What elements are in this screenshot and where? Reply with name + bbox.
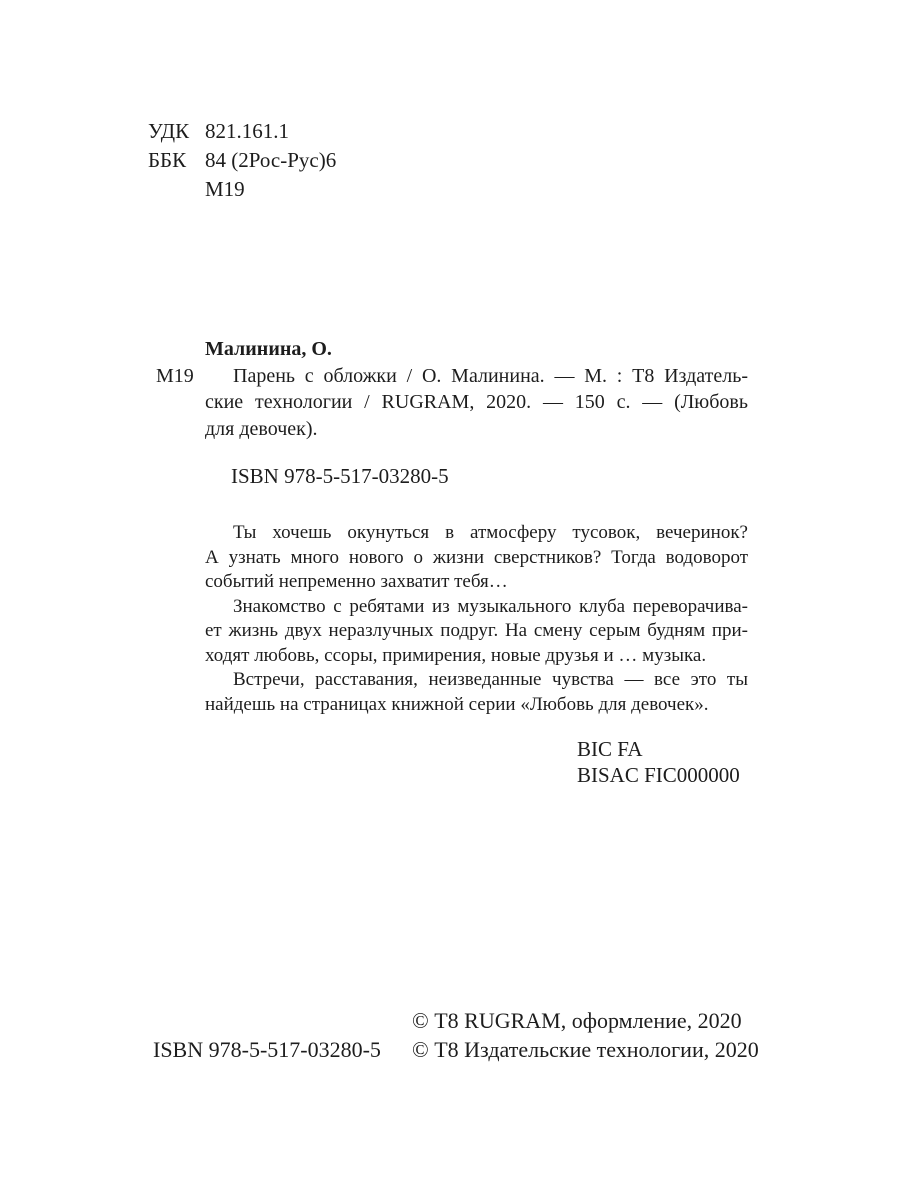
bic-code: BIC FA bbox=[577, 737, 643, 761]
annotation-p2-line-1: Знакомство с ребятами из музыкального клуба переворачива- bbox=[233, 595, 748, 617]
catalog-entry-line-1-wrap bbox=[156, 363, 748, 390]
bbk-value: 84 (2Рос-Рус)6 bbox=[205, 148, 337, 172]
catalog-entry-code: М19 bbox=[156, 364, 194, 387]
udk-label: УДК bbox=[148, 119, 190, 143]
catalog-entry-line-2: ские технологии / RUGRAM, 2020. — 150 с. — (Любовь bbox=[205, 391, 748, 413]
catalog-entry-line-3: для девочек). bbox=[205, 417, 318, 440]
bisac-code: BISAC FIC000000 bbox=[577, 762, 740, 787]
annotation-block bbox=[205, 521, 748, 717]
author-name: Малинина, О. bbox=[205, 338, 332, 360]
bbk-label: ББК bbox=[148, 148, 187, 172]
annotation-p1-line-3: событий непременно захватит тебя… bbox=[205, 571, 508, 592]
bbk-row bbox=[148, 146, 336, 175]
author-sign-row bbox=[148, 175, 336, 204]
classification-block bbox=[148, 117, 336, 204]
annotation-p1-line-1: Ты хочешь окунуться в атмосферу тусовок, вечеринок? bbox=[233, 522, 748, 543]
udk-row bbox=[148, 117, 336, 146]
annotation-p2-line-2: ет жизнь двух неразлучных подруг. На смену серым будням при- bbox=[205, 620, 748, 641]
annotation-p3-line-2: найдешь на страницах книжной серии «Любовь для девочек». bbox=[205, 693, 709, 715]
author-sign-code: М19 bbox=[205, 177, 245, 201]
subject-codes-block bbox=[577, 737, 740, 788]
isbn-statement: ISBN 978-5-517-03280-5 bbox=[231, 464, 449, 488]
imprint-block bbox=[0, 1006, 900, 1076]
annotation-p1-line-2: А узнать много нового о жизни сверстников? Тогда водоворот bbox=[205, 546, 748, 568]
copyright-line-1: © Т8 RUGRAM, оформление, 2020 bbox=[412, 1008, 742, 1033]
catalog-entry-line-1: Парень с обложки / О. Малинина. — М. : Т8 Издатель- bbox=[233, 364, 748, 387]
annotation-p3-line-1: Встречи, расставания, неизведанные чувства — все это ты bbox=[233, 669, 748, 690]
isbn-bottom: ISBN 978-5-517-03280-5 bbox=[153, 1037, 381, 1062]
annotation-p2-line-3: ходят любовь, ссоры, примирения, новые друзья и … музыка. bbox=[205, 644, 707, 666]
catalog-card bbox=[156, 336, 748, 442]
udk-value: 821.161.1 bbox=[205, 119, 289, 143]
copyright-line-2: © Т8 Издательские технологии, 2020 bbox=[412, 1037, 759, 1062]
